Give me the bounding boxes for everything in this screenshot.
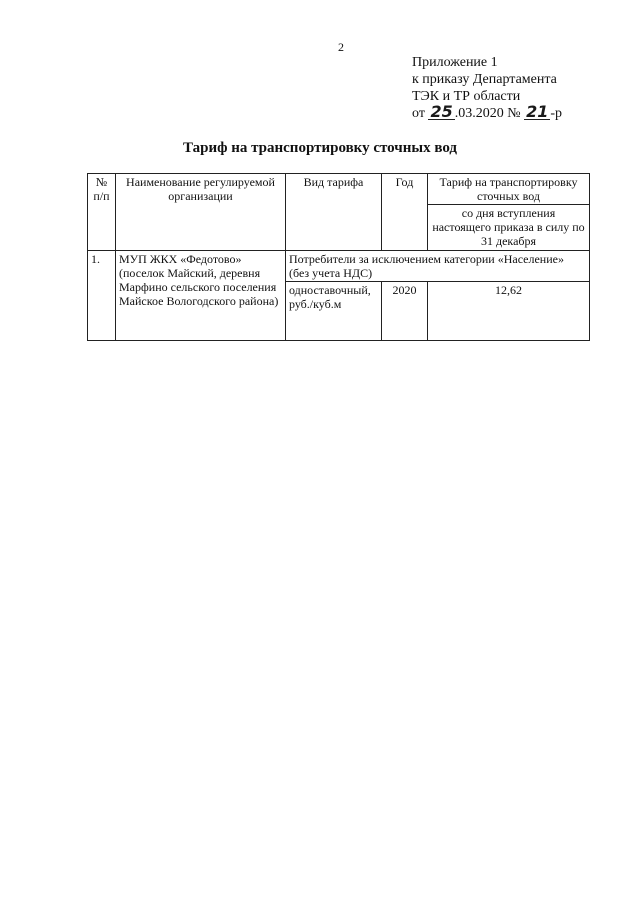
row-org: МУП ЖКХ «Федотово» (поселок Майский, деревня Марфино сельского поселения Майское Вологодского района): [116, 251, 286, 341]
header-org: Наименование регулируемой организации: [116, 174, 286, 251]
row-value: 12,62: [428, 282, 590, 341]
header-num: № п/п: [88, 174, 116, 251]
order-suffix: -р: [550, 106, 562, 121]
row-num: 1.: [88, 251, 116, 341]
appendix-date-line: [412, 102, 562, 122]
appendix-line-3: ТЭК и ТР области: [412, 89, 521, 104]
appendix-line-2: к приказу Департамента: [412, 72, 557, 87]
date-rest: .03.2020 №: [454, 106, 521, 121]
document-title: Тариф на транспортировку сточных вод: [182, 140, 458, 156]
appendix-block: [412, 54, 562, 122]
appendix-line-1: Приложение 1: [412, 55, 498, 70]
header-type: Вид тарифа: [286, 174, 382, 251]
row-category: Потребители за исключением категории «Население» (без учета НДС): [286, 251, 590, 282]
table-row: [88, 251, 590, 282]
header-year: Год: [382, 174, 428, 251]
date-prefix: от: [412, 106, 425, 121]
header-tariff-period: со дня вступления настоящего приказа в силу по 31 декабря: [428, 205, 590, 251]
header-tariff: Тариф на транспортировку сточных вод: [428, 174, 590, 205]
tariff-table: [87, 173, 590, 341]
row-year: 2020: [382, 282, 428, 341]
handwritten-order-number: 21: [526, 102, 549, 121]
row-type: одноставочный, руб./куб.м: [286, 282, 382, 341]
page-number: 2: [338, 40, 344, 54]
handwritten-day: 25: [430, 102, 453, 121]
table-header-row: [88, 174, 590, 205]
